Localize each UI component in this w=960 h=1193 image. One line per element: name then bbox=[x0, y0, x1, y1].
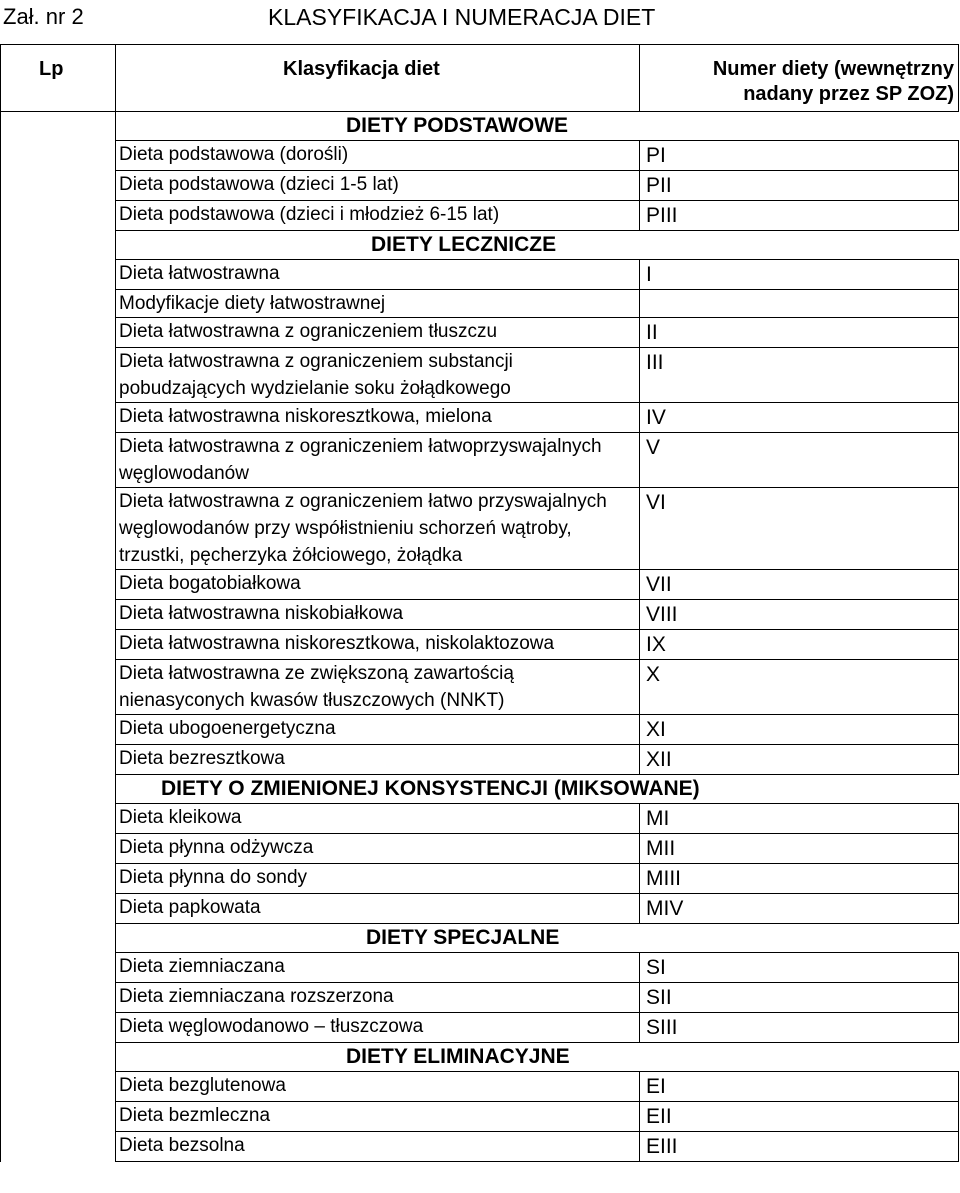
attachment-label: Zał. nr 2 bbox=[3, 4, 84, 29]
table-row bbox=[1, 403, 959, 433]
diet-table bbox=[0, 44, 959, 1162]
lp-cell bbox=[1, 1013, 116, 1043]
diet-number-cell: XII bbox=[640, 745, 959, 775]
table-row bbox=[1, 600, 959, 630]
section-title: DIETY LECZNICZE bbox=[116, 231, 959, 260]
section-row bbox=[1, 775, 959, 804]
section-title: DIETY ELIMINACYJNE bbox=[116, 1043, 959, 1072]
diet-name-cell: Dieta kleikowa bbox=[116, 804, 640, 834]
diet-name-cell: Modyfikacje diety łatwostrawnej bbox=[116, 290, 640, 318]
diet-number-cell: VII bbox=[640, 570, 959, 600]
lp-cell bbox=[1, 433, 116, 488]
diet-name-cell: Dieta łatwostrawna bbox=[116, 260, 640, 290]
lp-cell bbox=[1, 201, 116, 231]
table-row bbox=[1, 804, 959, 834]
lp-cell bbox=[1, 1102, 116, 1132]
diet-number-cell: I bbox=[640, 260, 959, 290]
diet-name-cell: Dieta bogatobiałkowa bbox=[116, 570, 640, 600]
table-row bbox=[1, 745, 959, 775]
diet-number-cell: V bbox=[640, 433, 959, 488]
lp-cell bbox=[1, 112, 116, 141]
diet-name-cell: Dieta węglowodanowo – tłuszczowa bbox=[116, 1013, 640, 1043]
section-row bbox=[1, 112, 959, 141]
lp-cell bbox=[1, 488, 116, 570]
section-title: DIETY O ZMIENIONEJ KONSYSTENCJI (MIKSOWANE) bbox=[116, 775, 959, 804]
table-row bbox=[1, 318, 959, 348]
diet-number-cell: VI bbox=[640, 488, 959, 570]
diet-number-cell: SII bbox=[640, 983, 959, 1013]
diet-name-cell: Dieta podstawowa (dzieci i młodzież 6-15 lat) bbox=[116, 201, 640, 231]
diet-name-cell: Dieta bezresztkowa bbox=[116, 745, 640, 775]
lp-cell bbox=[1, 1072, 116, 1102]
diet-name-cell: Dieta podstawowa (dzieci 1-5 lat) bbox=[116, 171, 640, 201]
diet-number-cell: IX bbox=[640, 630, 959, 660]
table-row bbox=[1, 433, 959, 488]
diet-number-cell: PI bbox=[640, 141, 959, 171]
diet-name-cell: Dieta podstawowa (dorośli) bbox=[116, 141, 640, 171]
diet-number-cell: PII bbox=[640, 171, 959, 201]
table-row bbox=[1, 660, 959, 715]
diet-name-cell: Dieta płynna do sondy bbox=[116, 864, 640, 894]
lp-cell bbox=[1, 290, 116, 318]
diet-number-cell: SI bbox=[640, 953, 959, 983]
lp-cell bbox=[1, 630, 116, 660]
diet-number-cell: XI bbox=[640, 715, 959, 745]
diet-number-cell: MIV bbox=[640, 894, 959, 924]
table-row bbox=[1, 488, 959, 570]
lp-cell bbox=[1, 983, 116, 1013]
diet-name-cell: Dieta bezglutenowa bbox=[116, 1072, 640, 1102]
diet-name-cell: Dieta łatwostrawna niskobiałkowa bbox=[116, 600, 640, 630]
table-row bbox=[1, 834, 959, 864]
table-row bbox=[1, 1102, 959, 1132]
lp-cell bbox=[1, 660, 116, 715]
lp-cell bbox=[1, 804, 116, 834]
table-row bbox=[1, 983, 959, 1013]
table-row bbox=[1, 570, 959, 600]
diet-number-cell: EIII bbox=[640, 1132, 959, 1162]
diet-name-cell: Dieta ubogoenergetyczna bbox=[116, 715, 640, 745]
lp-cell bbox=[1, 348, 116, 403]
diet-name-cell: Dieta bezmleczna bbox=[116, 1102, 640, 1132]
lp-cell bbox=[1, 745, 116, 775]
lp-cell bbox=[1, 715, 116, 745]
lp-cell bbox=[1, 231, 116, 260]
lp-cell bbox=[1, 864, 116, 894]
lp-cell bbox=[1, 775, 116, 804]
column-header-number: Numer diety (wewnętrzny nadany przez SP ZOZ) bbox=[640, 45, 959, 112]
section-row bbox=[1, 1043, 959, 1072]
table-row bbox=[1, 260, 959, 290]
table-row bbox=[1, 201, 959, 231]
lp-cell bbox=[1, 924, 116, 953]
lp-cell bbox=[1, 1043, 116, 1072]
diet-number-cell: EI bbox=[640, 1072, 959, 1102]
column-header-lp: Lp bbox=[1, 45, 116, 112]
diet-name-cell: Dieta łatwostrawna niskoresztkowa, mielona bbox=[116, 403, 640, 433]
diet-name-cell: Dieta łatwostrawna z ograniczeniem tłuszczu bbox=[116, 318, 640, 348]
diet-name-cell: Dieta płynna odżywcza bbox=[116, 834, 640, 864]
diet-name-cell: Dieta ziemniaczana bbox=[116, 953, 640, 983]
lp-cell bbox=[1, 834, 116, 864]
diet-name-cell: Dieta łatwostrawna ze zwiększoną zawartością nienasyconych kwasów tłuszczowych (NNKT) bbox=[116, 660, 640, 715]
table-header-row bbox=[1, 45, 959, 112]
column-header-classification: Klasyfikacja diet bbox=[116, 45, 640, 112]
document-header bbox=[0, 0, 960, 44]
diet-number-cell: III bbox=[640, 348, 959, 403]
table-row bbox=[1, 864, 959, 894]
lp-cell bbox=[1, 600, 116, 630]
lp-cell bbox=[1, 403, 116, 433]
table-row bbox=[1, 1132, 959, 1162]
table-row bbox=[1, 290, 959, 318]
diet-name-cell: Dieta bezsolna bbox=[116, 1132, 640, 1162]
lp-cell bbox=[1, 260, 116, 290]
section-title: DIETY PODSTAWOWE bbox=[116, 112, 959, 141]
table-row bbox=[1, 1072, 959, 1102]
lp-cell bbox=[1, 894, 116, 924]
lp-cell bbox=[1, 171, 116, 201]
diet-number-cell: MII bbox=[640, 834, 959, 864]
diet-number-cell: II bbox=[640, 318, 959, 348]
diet-name-cell: Dieta papkowata bbox=[116, 894, 640, 924]
diet-number-cell: MIII bbox=[640, 864, 959, 894]
table-body bbox=[1, 112, 959, 1162]
diet-number-cell: SIII bbox=[640, 1013, 959, 1043]
table-row bbox=[1, 141, 959, 171]
diet-number-cell: IV bbox=[640, 403, 959, 433]
diet-number-cell: MI bbox=[640, 804, 959, 834]
diet-name-cell: Dieta łatwostrawna z ograniczeniem łatwo przyswajalnych węglowodanów przy współistnieniu schorzeń wątroby, trzustki, pęcherzyka żółciowego, żołądka bbox=[116, 488, 640, 570]
lp-cell bbox=[1, 953, 116, 983]
lp-cell bbox=[1, 318, 116, 348]
table-row bbox=[1, 894, 959, 924]
diet-number-cell bbox=[640, 290, 959, 318]
diet-name-cell: Dieta ziemniaczana rozszerzona bbox=[116, 983, 640, 1013]
lp-cell bbox=[1, 141, 116, 171]
diet-number-cell: PIII bbox=[640, 201, 959, 231]
lp-cell bbox=[1, 570, 116, 600]
diet-name-cell: Dieta łatwostrawna z ograniczeniem łatwoprzyswajalnych węglowodanów bbox=[116, 433, 640, 488]
section-title: DIETY SPECJALNE bbox=[116, 924, 959, 953]
table-row bbox=[1, 1013, 959, 1043]
table-row bbox=[1, 630, 959, 660]
diet-number-cell: X bbox=[640, 660, 959, 715]
lp-cell bbox=[1, 1132, 116, 1162]
diet-number-cell: VIII bbox=[640, 600, 959, 630]
table-row bbox=[1, 348, 959, 403]
page-title: KLASYFIKACJA I NUMERACJA DIET bbox=[268, 4, 656, 30]
diet-number-cell: EII bbox=[640, 1102, 959, 1132]
table-row bbox=[1, 171, 959, 201]
section-row bbox=[1, 231, 959, 260]
diet-name-cell: Dieta łatwostrawna niskoresztkowa, niskolaktozowa bbox=[116, 630, 640, 660]
diet-name-cell: Dieta łatwostrawna z ograniczeniem substancji pobudzających wydzielanie soku żołądkowego bbox=[116, 348, 640, 403]
table-row bbox=[1, 953, 959, 983]
table-row bbox=[1, 715, 959, 745]
section-row bbox=[1, 924, 959, 953]
